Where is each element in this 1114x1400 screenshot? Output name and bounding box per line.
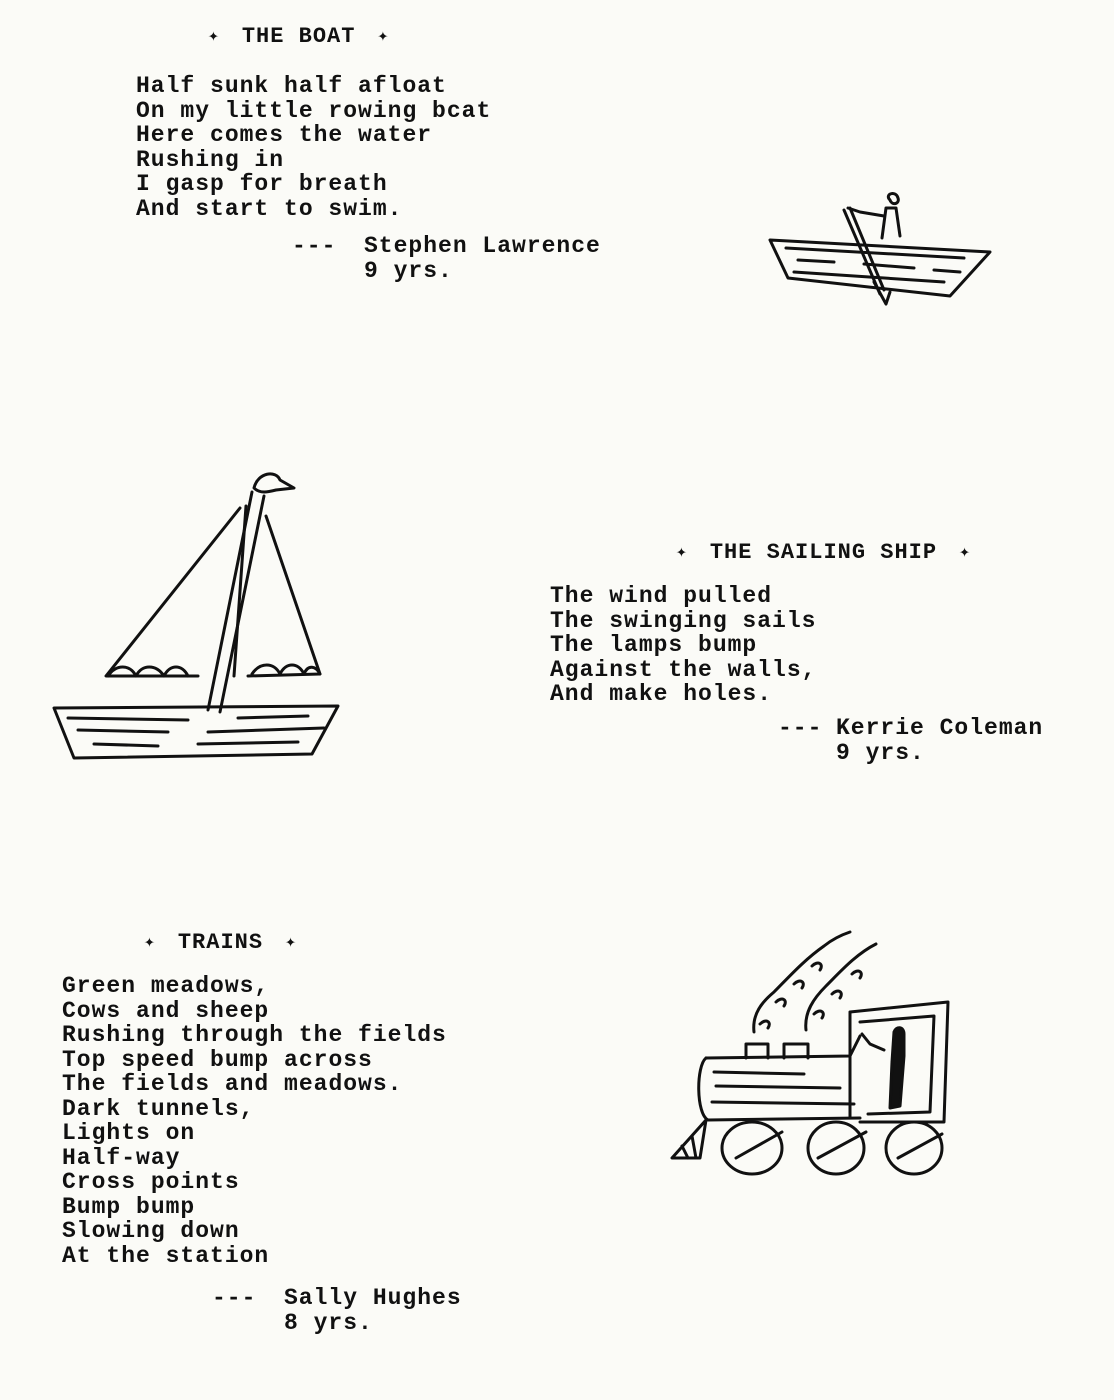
steam-train-illustration [664, 926, 954, 1186]
poem-title-boat [208, 24, 411, 49]
poem-line: The swinging sails [550, 607, 817, 634]
rowing-boat-illustration [764, 186, 1004, 316]
poem-line: Rushing in [136, 146, 285, 173]
author-name: Sally Hughes [284, 1285, 462, 1311]
poem-title-text: THE SAILING SHIP [709, 540, 938, 565]
poem-line: Lights on [62, 1120, 196, 1146]
poem-line: Rushing through the fields [62, 1022, 447, 1048]
poem-line: Slowing down [62, 1218, 240, 1244]
poem-line: On my little rowing bcat [136, 97, 492, 124]
poem-line: I gasp for breath [136, 171, 388, 197]
author-name: Kerrie Coleman [836, 715, 1044, 741]
poem-line: Cows and sheep [62, 997, 270, 1024]
poem-line: And make holes. [550, 681, 773, 707]
author-name: Stephen Lawrence [364, 233, 601, 259]
author-age: 9 yrs. [836, 740, 925, 766]
poem-credit-boat [292, 234, 601, 284]
poem-title-sailing-ship [676, 540, 993, 565]
poem-line: Here comes the water [136, 122, 433, 148]
star-icon: ✦ [285, 933, 297, 954]
poem-line: The fields and meadows. [62, 1071, 403, 1097]
star-icon: ✦ [959, 543, 971, 564]
poem-line: Half sunk half afloat [136, 73, 447, 99]
star-icon: ✦ [144, 933, 156, 954]
sailing-ship-illustration [48, 466, 348, 766]
author-age: 9 yrs. [364, 258, 453, 284]
star-icon: ✦ [377, 27, 390, 48]
poem-line: The wind pulled [550, 583, 773, 609]
poem-title-trains [144, 930, 319, 955]
poem-line: Green meadows, [62, 973, 270, 999]
credit-dash: --- [292, 233, 337, 259]
poem-line: Dark tunnels, [62, 1095, 255, 1122]
poem-line: Cross points [62, 1169, 240, 1195]
poem-line: And start to swim. [136, 195, 403, 222]
star-icon: ✦ [208, 27, 220, 48]
poem-line: Bump bump [62, 1193, 196, 1220]
poem-title-text: THE BOAT [241, 24, 356, 49]
poem-credit-trains [212, 1286, 462, 1336]
poem-credit-sailing-ship [778, 716, 1043, 766]
poem-line: Against the walls, [550, 656, 817, 683]
poem-body-sailing-ship [550, 584, 816, 707]
poem-line: The lamps bump [550, 632, 758, 658]
poem-body-boat [136, 74, 491, 221]
author-age: 8 yrs. [284, 1310, 373, 1336]
poem-title-text: TRAINS [177, 930, 264, 955]
poem-line: Half-way [62, 1144, 181, 1171]
poem-line: Top speed bump across [62, 1046, 373, 1073]
star-icon: ✦ [676, 543, 688, 564]
poem-body-trains [62, 974, 447, 1268]
poem-line: At the station [62, 1242, 270, 1269]
credit-dash: --- [212, 1285, 257, 1311]
credit-dash: --- [778, 715, 823, 741]
